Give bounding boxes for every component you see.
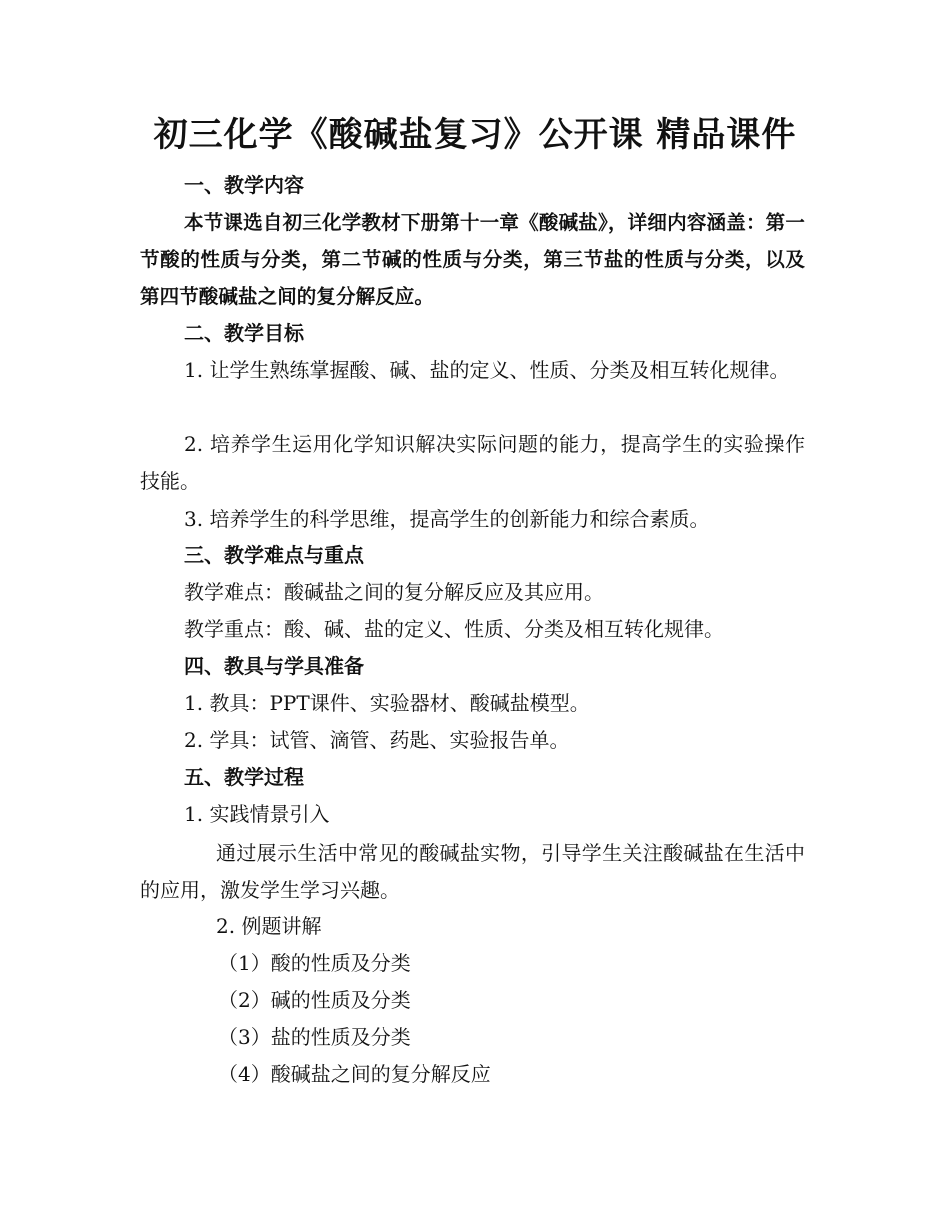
- objective-item: 1. 让学生熟练掌握酸、碱、盐的定义、性质、分类及相互转化规律。: [184, 358, 790, 382]
- process-step-text: 通过展示生活中常见的酸碱盐实物，引导学生关注酸碱盐在生活中的应用，激发学生学习兴趣。: [140, 841, 805, 902]
- objective-item: 3. 培养学生的科学思维，提高学生的创新能力和综合素质。: [184, 507, 710, 531]
- section-heading-process: 五、教学过程: [184, 765, 304, 789]
- process-step-title: 1. 实践情景引入: [184, 802, 330, 826]
- section-heading-objectives: 二、教学目标: [184, 321, 304, 345]
- objective-item: 2. 培养学生运用化学知识解决实际问题的能力，提高学生的实验操作技能。: [140, 432, 805, 493]
- tool-item: 1. 教具：PPT课件、实验器材、酸碱盐模型。: [184, 691, 590, 715]
- process-sub-item: （2）碱的性质及分类: [218, 988, 411, 1012]
- process-sub-item: （3）盐的性质及分类: [218, 1025, 411, 1049]
- key-point-text: 教学重点：酸、碱、盐的定义、性质、分类及相互转化规律。: [184, 617, 724, 641]
- process-sub-item: （4）酸碱盐之间的复分解反应: [218, 1062, 491, 1086]
- process-sub-item: （1）酸的性质及分类: [218, 951, 411, 975]
- process-step-title: 2. 例题讲解: [216, 914, 322, 938]
- content-paragraph: 本节课选自初三化学教材下册第十一章《酸碱盐》，详细内容涵盖：第一节酸的性质与分类，第二节碱的性质与分类，第三节盐的性质与分类，以及第四节酸碱盐之间的复分解反应。: [140, 211, 805, 308]
- section-heading-tools: 四、教具与学具准备: [184, 654, 364, 678]
- section-heading-difficulties: 三、教学难点与重点: [184, 543, 364, 567]
- section-heading-content: 一、教学内容: [184, 173, 304, 197]
- tool-item: 2. 学具：试管、滴管、药匙、实验报告单。: [184, 728, 570, 752]
- difficulty-text: 教学难点：酸碱盐之间的复分解反应及其应用。: [184, 580, 604, 604]
- document-title: 初三化学《酸碱盐复习》公开课 精品课件: [153, 115, 797, 155]
